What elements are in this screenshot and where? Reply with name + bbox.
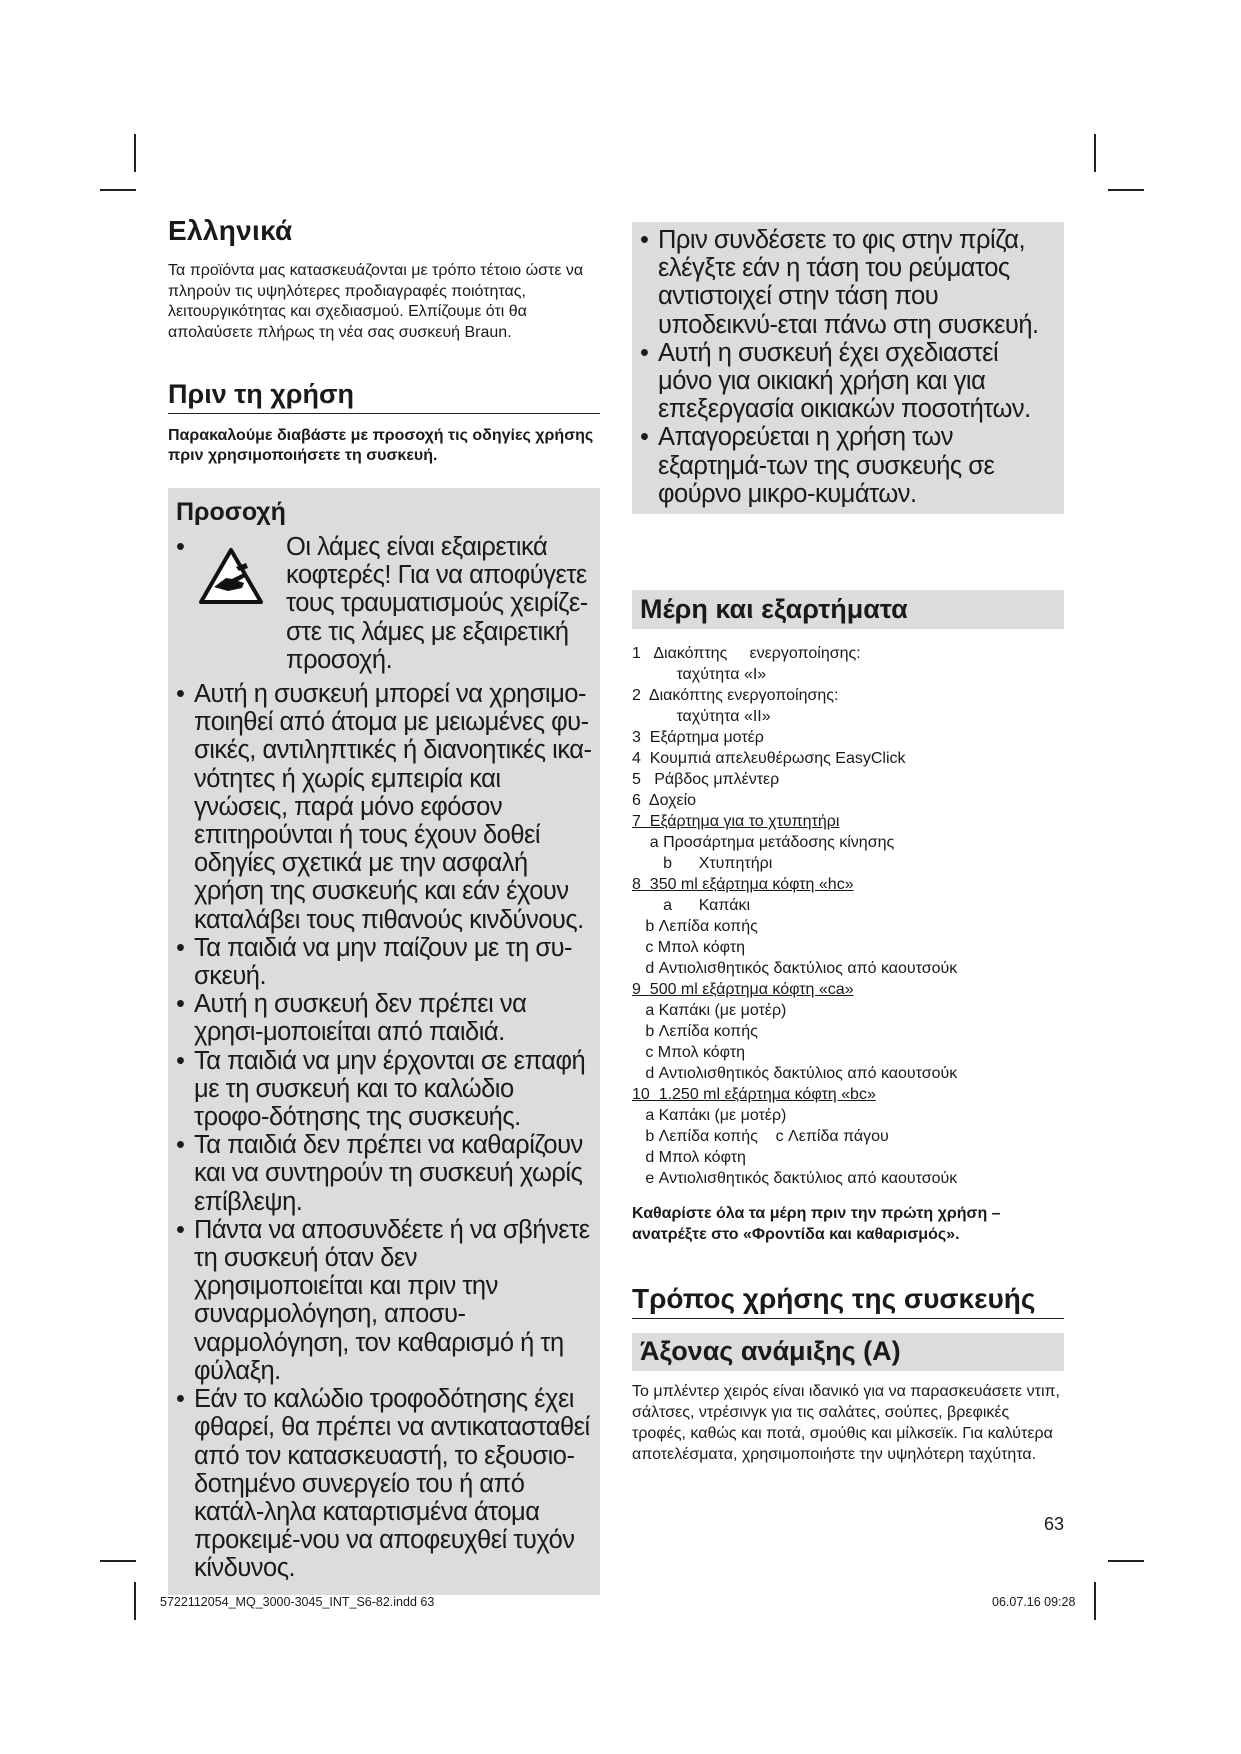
parts-list-item-text: b Λεπίδα κοπής c Λεπίδα πάγου xyxy=(632,1128,889,1146)
parts-list-item xyxy=(632,916,1064,937)
parts-list-item-text: b Χτυπητήρι xyxy=(632,855,773,873)
parts-list-item-text: 5 Ράβδος μπλέντερ xyxy=(632,771,780,789)
parts-list-item xyxy=(632,979,1064,1000)
caution-item: • Τα παιδιά να μην έρχονται σε επαφή με τη συσκευή και το καλώδιο τροφο-δότησης της συσκευής. xyxy=(176,1046,586,1132)
caution-item-text: Τα παιδιά να μην έρχονται σε επαφή με τη συσκευή και το καλώδιο τροφο-δότησης της συσκευής. xyxy=(194,1046,586,1132)
parts-list xyxy=(632,643,1064,1189)
usage-heading: Τρόπος χρήσης της συσκευής xyxy=(632,1283,1064,1319)
safety-item: • Αυτή η συσκευή έχει σχεδιαστεί μόνο για οικιακή χρήση και για επεξεργασία οικιακών ποσοτήτων. xyxy=(640,338,1031,424)
caution-item: • Πάντα να αποσυνδέετε ή να σβήνετε τη συσκευή όταν δεν χρησιμοποιείται και πριν την συναρμολόγηση, αποσυ-ναρμολόγηση, τον καθαρισμό ή τη φύλαξη. xyxy=(176,1215,590,1385)
parts-list-item-text: a Καπάκι (με μοτέρ) xyxy=(632,1107,787,1125)
parts-list-item-text: 4 Κουμπιά απελευθέρωσης EasyClick xyxy=(632,750,906,768)
crop-mark xyxy=(1108,189,1144,191)
parts-list-item-text: d Αντιολισθητικός δακτύλιος από καουτσούκ xyxy=(632,960,958,978)
parts-list-item-text: c Μπολ κόφτη xyxy=(632,1044,746,1062)
parts-list-item xyxy=(632,727,1064,748)
parts-list-item xyxy=(632,685,1064,706)
parts-list-item-text: 6 Δοχείο xyxy=(632,792,697,810)
safety-item-text: Απαγορεύεται η χρήση των εξαρτημά-των της συσκευής σε φούρνο μικρο-κυμάτων. xyxy=(658,423,995,508)
caution-item-text: Αυτή η συσκευή δεν πρέπει να χρησι-μοποιείται από παιδιά. xyxy=(194,990,527,1047)
safety-item: • Πριν συνδέσετε το φις στην πρίζα, ελέγξτε εάν η τάση του ρεύματος αντιστοιχεί στην τάση που υποδεικνύ-εται πάνω στη συσκευή. xyxy=(640,226,1039,339)
parts-list-item-text: b Λεπίδα κοπής xyxy=(632,918,758,936)
footer-file: 5722112054_MQ_3000-3045_INT_S6-82.indd 63 xyxy=(160,1595,435,1609)
parts-list-item-text: 10 1.250 ml εξάρτημα κόφτη «bc» xyxy=(632,1086,876,1104)
caution-item-text: Εάν το καλώδιο τροφοδότησης έχει φθαρεί, θα πρέπει να αντικατασταθεί από τον κατασκευαστή, το εξουσιο-δοτημένο συνεργείο του ή από κατάλ-ληλα καταρτισμένα άτομα προκειμέ-νου να αποφευχθεί τυχόν κίνδυνος. xyxy=(194,1385,590,1583)
page-number: 63 xyxy=(1044,1514,1065,1534)
parts-list-item xyxy=(632,958,1064,979)
right-column xyxy=(632,222,1064,1465)
parts-list-item xyxy=(632,664,1064,685)
caution-item xyxy=(176,533,592,674)
caution-item: • Αυτή η συσκευή μπορεί να χρησιμο-ποιηθεί από άτομα με μειωμένες φυ-σικές, αντιληπτικές ή διανοητικές ικα-νότητες ή χωρίς εμπειρία και γνώσεις, παρά μόνο εφόσον επιτηρούνται ή τους έχουν δοθεί οδηγίες σχετικά με την ασφαλή χρήση της συσκευής και εάν έχουν καταλάβει τους πιθανούς κινδύνους. xyxy=(176,680,592,934)
blade-warning-icon xyxy=(198,547,264,605)
caution-item-text: Πάντα να αποσυνδέετε ή να σβήνετε τη συσκευή όταν δεν χρησιμοποιείται και πριν την συναρμολόγηση, αποσυ-ναρμολόγηση, τον καθαρισμό ή τη φύλαξη. xyxy=(194,1215,590,1385)
crop-mark xyxy=(134,1582,136,1620)
parts-list-item-text: 1 Διακόπτης ενεργοποίησης: xyxy=(632,645,861,663)
caution-item-text: Οι λάμες είναι εξαιρετικά κοφτερές! Για να αποφύγετε τους τραυματισμούς χειρίζε-στε τις λάμες με εξαιρετική προσοχή. xyxy=(286,533,588,674)
caution-item-text: Τα παιδιά δεν πρέπει να καθαρίζουν και να συντηρούν τη συσκευή χωρίς επίβλεψη. xyxy=(194,1131,583,1216)
parts-heading-box xyxy=(632,590,1064,629)
parts-list-item-text: c Μπολ κόφτη xyxy=(632,939,746,957)
parts-list-item xyxy=(632,706,1064,727)
parts-list-item-text: e Αντιολισθητικός δακτύλιος από καουτσούκ xyxy=(632,1170,958,1188)
parts-list-item-text: 3 Εξάρτημα μοτέρ xyxy=(632,729,764,747)
parts-list-item xyxy=(632,1021,1064,1042)
crop-mark xyxy=(1094,1582,1096,1620)
parts-list-item-text: b Λεπίδα κοπής xyxy=(632,1023,758,1041)
caution-list xyxy=(176,680,592,1583)
footer-date: 06.07.16 09:28 xyxy=(992,1595,1076,1609)
parts-list-item-text: 7 Εξάρτημα για το χτυπητήρι xyxy=(632,813,840,831)
mixing-heading: Άξονας ανάμιξης (A) xyxy=(640,1336,901,1367)
parts-list-item xyxy=(632,853,1064,874)
parts-list-item xyxy=(632,790,1064,811)
safety-item: • Απαγορεύεται η χρήση των εξαρτημά-των της συσκευής σε φούρνο μικρο-κυμάτων. xyxy=(640,423,995,508)
mixing-heading-box xyxy=(632,1333,1064,1371)
safety-box xyxy=(632,222,1064,514)
parts-list-item-text: ταχύτητα «II» xyxy=(632,708,771,726)
parts-list-item xyxy=(632,874,1064,895)
parts-list-item-text: d Μπολ κόφτη xyxy=(632,1149,746,1167)
parts-list-item xyxy=(632,895,1064,916)
parts-list-item-text: a Καπάκι xyxy=(632,897,751,915)
crop-mark xyxy=(134,134,136,172)
caution-item: • Αυτή η συσκευή δεν πρέπει να χρησι-μοποιείται από παιδιά. xyxy=(176,990,527,1047)
parts-list-item xyxy=(632,769,1064,790)
parts-list-item xyxy=(632,811,1064,832)
language-title: Ελληνικά xyxy=(168,215,293,246)
parts-list-item xyxy=(632,937,1064,958)
crop-mark xyxy=(100,1560,136,1562)
caution-item-text: Αυτή η συσκευή μπορεί να χρησιμο-ποιηθεί από άτομα με μειωμένες φυ-σικές, αντιληπτικές ή διανοητικές ικα-νότητες ή χωρίς εμπειρία και γνώσεις, παρά μόνο εφόσον επιτηρούνται ή τους έχουν δοθεί οδηγίες σχετικά με την ασφαλή χρήση της συσκευής και εάν έχουν καταλάβει τους πιθανούς κινδύνους. xyxy=(194,680,592,934)
parts-list-item-text: 9 500 ml εξάρτημα κόφτη «ca» xyxy=(632,981,854,999)
caution-item: • Εάν το καλώδιο τροφοδότησης έχει φθαρεί, θα πρέπει να αντικατασταθεί από τον κατασκευαστή, το εξουσιο-δοτημένο συνεργείο του ή από κατάλ-ληλα καταρτισμένα άτομα προκειμέ-νου να αποφευχθεί τυχόν κίνδυνος. xyxy=(176,1385,590,1583)
parts-list-item xyxy=(632,1126,1064,1147)
parts-list-item-text: 2 Διακόπτης ενεργοποίησης: xyxy=(632,687,839,705)
clean-note: Καθαρίστε όλα τα μέρη πριν την πρώτη χρήση – ανατρέξτε στο «Φροντίδα και καθαρισμός». xyxy=(632,1205,1001,1244)
caution-heading: Προσοχή xyxy=(176,498,286,526)
mixing-text: Το μπλέντερ χειρός είναι ιδανικό για να παρασκευάσετε ντιπ, σάλτσες, ντρέσινγκ για τις σαλάτες, σούπες, βρεφικές τροφές, καθώς και ποτά, σμούθις και μίλκσεϊκ. Για καλύτερα αποτελέσματα, χρησιμοποιήστε την υψηλότερη ταχύτητα. xyxy=(632,1383,1060,1464)
crop-mark xyxy=(1108,1560,1144,1562)
parts-list-item xyxy=(632,1042,1064,1063)
bullet: • xyxy=(176,533,185,561)
parts-list-item xyxy=(632,1063,1064,1084)
parts-list-item-text: a Καπάκι (με μοτέρ) xyxy=(632,1002,787,1020)
caution-item: • Τα παιδιά δεν πρέπει να καθαρίζουν και να συντηρούν τη συσκευή χωρίς επίβλεψη. xyxy=(176,1131,583,1216)
before-use-heading: Πριν τη χρήση xyxy=(168,379,600,414)
parts-heading: Μέρη και εξαρτήματα xyxy=(640,594,908,625)
caution-box xyxy=(168,488,600,1595)
parts-list-item xyxy=(632,1105,1064,1126)
safety-item-text: Πριν συνδέσετε το φις στην πρίζα, ελέγξτε εάν η τάση του ρεύματος αντιστοιχεί στην τάση που υποδεικνύ-εται πάνω στη συσκευή. xyxy=(658,226,1039,339)
crop-mark xyxy=(1094,134,1096,172)
parts-list-item-text: ταχύτητα «I» xyxy=(632,666,767,684)
intro-text: Τα προϊόντα μας κατασκευάζονται με τρόπο τέτοιο ώστε να πληρούν τις υψηλότερες προδιαγραφές ποιότητας, λειτουργικότητας και σχεδιασμού. Ελπίζουμε ότι θα απολαύσετε πλήρως τη νέα σας συσκευή Braun. xyxy=(168,262,584,341)
parts-list-item-text: a Προσάρτημα μετάδοσης κίνησης xyxy=(632,834,895,852)
parts-list-item-text: 8 350 ml εξάρτημα κόφτη «hc» xyxy=(632,876,854,894)
parts-list-item xyxy=(632,832,1064,853)
caution-item: • Τα παιδιά να μην παίζουν με τη συ-σκευή. xyxy=(176,933,573,991)
parts-list-item-text: d Αντιολισθητικός δακτύλιος από καουτσούκ xyxy=(632,1065,958,1083)
caution-item-text: Τα παιδιά να μην παίζουν με τη συ-σκευή. xyxy=(194,933,573,991)
safety-item-text: Αυτή η συσκευή έχει σχεδιαστεί μόνο για οικιακή χρήση και για επεξεργασία οικιακών ποσοτήτων. xyxy=(658,338,1031,424)
parts-list-item xyxy=(632,1168,1064,1189)
parts-list-item xyxy=(632,643,1064,664)
before-use-note: Παρακαλούμε διαβάστε με προσοχή τις οδηγίες χρήσης πριν χρησιμοποιήσετε τη συσκευή. xyxy=(168,427,594,464)
parts-list-item xyxy=(632,748,1064,769)
parts-list-item xyxy=(632,1084,1064,1105)
parts-list-item xyxy=(632,1147,1064,1168)
parts-list-item xyxy=(632,1000,1064,1021)
crop-mark xyxy=(100,189,136,191)
left-column xyxy=(168,215,600,1595)
